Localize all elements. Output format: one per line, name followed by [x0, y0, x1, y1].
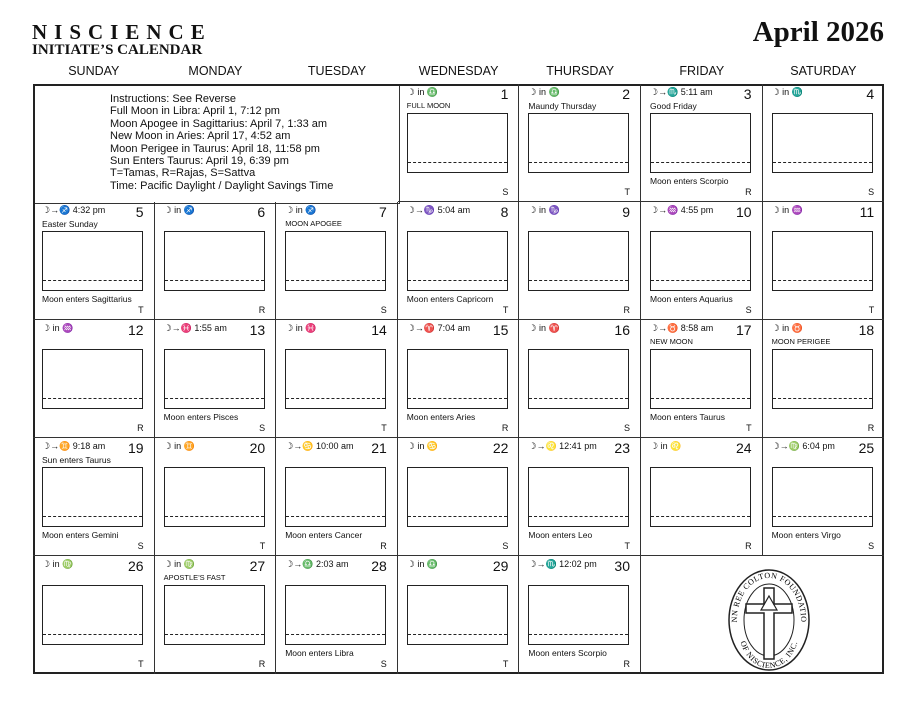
- moon-sign: ☽ in ♈: [528, 323, 560, 333]
- notes-box[interactable]: [407, 467, 508, 527]
- notes-box[interactable]: [164, 467, 265, 527]
- day-event: Good Friday: [650, 101, 697, 111]
- guna-letter: T: [138, 305, 144, 315]
- notes-box[interactable]: [407, 349, 508, 409]
- notes-box[interactable]: [528, 585, 629, 645]
- day-cell[interactable]: [398, 202, 520, 320]
- instruction-line: Full Moon in Libra: April 1, 7:12 pm: [110, 105, 280, 118]
- svg-text:OF NISCIENCE, INC.: OF NISCIENCE, INC.: [738, 639, 800, 671]
- dashed-divider: [286, 634, 385, 635]
- day-cell[interactable]: [276, 556, 398, 674]
- guna-letter: R: [745, 187, 752, 197]
- notes-box[interactable]: [285, 231, 386, 291]
- dashed-divider: [408, 162, 507, 163]
- dashed-divider: [529, 634, 628, 635]
- day-cell[interactable]: [33, 556, 155, 674]
- guna-letter: S: [623, 423, 630, 433]
- moon-transit-note: Moon enters Capricorn: [406, 294, 494, 304]
- day-number: 28: [371, 558, 387, 574]
- moon-transit-note: Moon enters Cancer: [285, 530, 363, 540]
- day-number: 9: [622, 204, 630, 220]
- instruction-line: Sun Enters Taurus: April 19, 6:39 pm: [110, 155, 289, 167]
- dashed-divider: [773, 516, 872, 517]
- dashed-divider: [43, 634, 142, 635]
- moon-sign: ☽ in ♓: [285, 323, 317, 333]
- day-number: 25: [858, 440, 875, 456]
- moon-sign: ☽ in ♋: [406, 441, 439, 451]
- moon-transit-note: Moon enters Aries: [406, 412, 476, 422]
- weekday-header: MONDAY: [188, 64, 243, 78]
- notes-box[interactable]: [650, 113, 751, 173]
- moon-transit-note: Moon enters Scorpio: [528, 648, 607, 658]
- guna-letter: T: [381, 423, 387, 433]
- day-number: 17: [736, 322, 752, 338]
- calendar-grid: [33, 84, 884, 674]
- moon-sign: ☽ in ♎: [528, 87, 560, 97]
- day-number: 3: [743, 86, 752, 102]
- day-number: 20: [249, 440, 266, 456]
- day-cell[interactable]: [519, 438, 641, 556]
- day-number: 2: [622, 86, 630, 102]
- guna-letter: S: [259, 423, 266, 433]
- day-cell[interactable]: [276, 320, 398, 438]
- day-number: 27: [249, 558, 266, 574]
- dashed-divider: [165, 398, 264, 399]
- dashed-divider: [773, 398, 872, 399]
- guna-letter: T: [746, 423, 752, 433]
- notes-box[interactable]: [772, 349, 873, 409]
- day-number: 12: [128, 322, 144, 338]
- weekday-header: WEDNESDAY: [418, 64, 499, 78]
- dashed-divider: [408, 516, 507, 517]
- brand-subtitle: INITIATE’S CALENDAR: [32, 42, 203, 58]
- day-cell[interactable]: [519, 202, 641, 320]
- dashed-divider: [529, 280, 628, 281]
- day-number: 5: [135, 204, 144, 220]
- moon-transit-note: Moon enters Virgo: [771, 530, 841, 540]
- notes-box[interactable]: [42, 467, 143, 527]
- moon-sign: ☽→♎ 2:03 am: [285, 559, 349, 569]
- notes-box[interactable]: [528, 113, 629, 173]
- day-number: 4: [866, 86, 875, 102]
- day-number: 24: [736, 440, 752, 456]
- day-cell[interactable]: [398, 320, 520, 438]
- day-event: Easter Sunday: [42, 219, 98, 229]
- moon-transit-note: Moon enters Aquarius: [650, 294, 733, 304]
- day-number: 30: [614, 558, 630, 574]
- day-cell[interactable]: [763, 84, 885, 202]
- notes-box[interactable]: [528, 467, 629, 527]
- day-cell[interactable]: [641, 84, 763, 202]
- dashed-divider: [43, 516, 142, 517]
- moon-sign: ☽ in ♍: [163, 559, 195, 569]
- day-cell[interactable]: [763, 438, 885, 556]
- moon-transit-note: Moon enters Leo: [528, 530, 593, 540]
- dashed-divider: [286, 398, 385, 399]
- dashed-divider: [165, 516, 264, 517]
- day-cell[interactable]: [155, 320, 277, 438]
- day-number: 13: [249, 322, 266, 338]
- dashed-divider: [529, 398, 628, 399]
- notes-box[interactable]: [650, 467, 751, 527]
- day-number: 6: [257, 204, 266, 220]
- guna-letter: S: [868, 541, 875, 551]
- moon-sign: ☽→♒ 4:55 pm: [650, 205, 714, 215]
- moon-transit-note: Moon enters Pisces: [163, 412, 239, 422]
- notes-box[interactable]: [285, 349, 386, 409]
- guna-letter: S: [502, 541, 509, 551]
- instruction-line: T=Tamas, R=Rajas, S=Sattva: [110, 167, 256, 180]
- day-cell[interactable]: [155, 556, 277, 674]
- day-cell[interactable]: [33, 202, 155, 320]
- moon-sign: ☽→♌ 12:41 pm: [528, 441, 597, 451]
- instructions-panel: [35, 86, 400, 204]
- moon-sign: ☽ in ♍: [42, 559, 74, 569]
- instruction-line: Moon Perigee in Taurus: April 18, 11:58 pm: [110, 142, 320, 155]
- dashed-divider: [651, 280, 750, 281]
- guna-letter: S: [137, 541, 144, 551]
- day-number: 18: [858, 322, 875, 338]
- weekday-header: SUNDAY: [68, 64, 120, 78]
- guna-letter: R: [623, 305, 630, 315]
- weekday-header: TUESDAY: [307, 64, 367, 78]
- day-number: 14: [371, 322, 387, 338]
- notes-box[interactable]: [772, 113, 873, 173]
- instruction-line: New Moon in Aries: April 17, 4:52 am: [110, 130, 291, 143]
- notes-box[interactable]: [42, 349, 143, 409]
- day-number: 23: [614, 440, 630, 456]
- day-number: 16: [614, 322, 630, 338]
- instruction-line: Instructions: See Reverse: [110, 93, 236, 105]
- day-cell[interactable]: [33, 438, 155, 556]
- weekday-header: THURSDAY: [546, 64, 615, 78]
- day-cell[interactable]: [641, 438, 763, 556]
- guna-letter: T: [624, 187, 630, 197]
- svg-text:ANN REE COLTON FOUNDATION: NN REE COLTON FOUNDATIO: [729, 570, 809, 623]
- dashed-divider: [529, 516, 628, 517]
- day-event: FULL MOON: [406, 101, 451, 110]
- moon-sign: ☽→♈ 7:04 am: [406, 323, 471, 333]
- notes-box[interactable]: [650, 349, 751, 409]
- weekday-header: FRIDAY: [679, 64, 725, 78]
- notes-box[interactable]: [42, 231, 143, 291]
- dashed-divider: [286, 516, 385, 517]
- dashed-divider: [651, 516, 750, 517]
- guna-letter: T: [868, 305, 875, 315]
- dashed-divider: [651, 162, 750, 163]
- day-event: Sun enters Taurus: [42, 455, 111, 465]
- dashed-divider: [408, 398, 507, 399]
- guna-letter: R: [867, 423, 875, 433]
- guna-letter: T: [502, 305, 509, 315]
- moon-sign: ☽→♏ 5:11 am: [650, 87, 713, 97]
- guna-letter: S: [380, 659, 387, 669]
- day-cell[interactable]: [276, 202, 398, 320]
- notes-box[interactable]: [407, 231, 508, 291]
- day-number: 8: [500, 204, 509, 220]
- guna-letter: T: [259, 541, 266, 551]
- day-cell[interactable]: [155, 438, 277, 556]
- day-cell[interactable]: [276, 438, 398, 556]
- day-event: MOON PERIGEE: [771, 337, 831, 346]
- dashed-divider: [529, 162, 628, 163]
- day-cell[interactable]: [519, 556, 641, 674]
- day-cell[interactable]: [398, 438, 520, 556]
- weekday-header: SATURDAY: [790, 64, 857, 78]
- moon-sign: ☽ in ♎: [406, 87, 439, 97]
- notes-box[interactable]: [407, 113, 508, 173]
- day-cell[interactable]: [519, 320, 641, 438]
- moon-sign: ☽→♑ 5:04 am: [406, 205, 471, 215]
- dashed-divider: [773, 162, 872, 163]
- day-cell[interactable]: [155, 202, 277, 320]
- day-number: 15: [492, 322, 509, 338]
- moon-sign: ☽ in ♌: [650, 441, 682, 451]
- moon-sign: ☽ in ♏: [771, 87, 803, 97]
- moon-sign: ☽ in ♒: [42, 323, 74, 333]
- day-cell[interactable]: [33, 320, 155, 438]
- day-cell[interactable]: [641, 320, 763, 438]
- moon-transit-note: Moon enters Gemini: [42, 530, 119, 540]
- moon-sign: ☽→♉ 8:58 am: [650, 323, 714, 333]
- notes-box[interactable]: [164, 349, 265, 409]
- day-cell[interactable]: [763, 320, 885, 438]
- day-event: APOSTLE'S FAST: [163, 573, 226, 582]
- notes-box[interactable]: [42, 585, 143, 645]
- notes-box[interactable]: [650, 231, 751, 291]
- guna-letter: R: [380, 541, 387, 551]
- dashed-divider: [408, 634, 507, 635]
- guna-letter: R: [745, 541, 752, 551]
- guna-letter: S: [868, 187, 875, 197]
- notes-box[interactable]: [285, 585, 386, 645]
- notes-box[interactable]: [164, 585, 265, 645]
- guna-letter: S: [380, 305, 387, 315]
- day-number: 19: [128, 440, 144, 456]
- moon-sign: ☽→♊ 9:18 am: [42, 441, 106, 451]
- day-event: Maundy Thursday: [528, 101, 597, 111]
- notes-box[interactable]: [528, 349, 629, 409]
- day-cell[interactable]: [398, 84, 520, 202]
- guna-letter: R: [258, 659, 266, 669]
- moon-transit-note: Moon enters Scorpio: [650, 176, 729, 186]
- notes-box[interactable]: [407, 585, 508, 645]
- guna-letter: S: [745, 305, 752, 315]
- foundation-logo: [643, 558, 884, 676]
- day-number: 26: [128, 558, 144, 574]
- guna-letter: R: [258, 305, 266, 315]
- day-event: MOON APOGEE: [285, 219, 342, 228]
- dashed-divider: [165, 280, 264, 281]
- instruction-line: Moon Apogee in Sagittarius: April 7, 1:33 am: [110, 117, 328, 130]
- dashed-divider: [43, 280, 142, 281]
- guna-letter: R: [137, 423, 144, 433]
- guna-letter: T: [624, 541, 630, 551]
- guna-letter: T: [502, 659, 509, 669]
- dashed-divider: [165, 634, 264, 635]
- guna-letter: T: [138, 659, 144, 669]
- day-event: NEW MOON: [650, 337, 693, 346]
- moon-transit-note: Moon enters Taurus: [650, 412, 725, 422]
- moon-sign: ☽ in ♐: [163, 205, 195, 215]
- day-number: 7: [378, 204, 387, 220]
- moon-transit-note: Moon enters Sagittarius: [42, 294, 132, 304]
- day-number: 1: [500, 86, 509, 102]
- moon-sign: ☽ in ♉: [771, 323, 803, 333]
- moon-sign: ☽→♋ 10:00 am: [285, 441, 354, 451]
- moon-sign: ☽→♍ 6:04 pm: [771, 441, 835, 451]
- moon-sign: ☽ in ♊: [163, 441, 195, 451]
- moon-sign: ☽→♓ 1:55 am: [163, 323, 227, 333]
- brand-title: NISCIENCE: [32, 20, 212, 44]
- notes-box[interactable]: [285, 467, 386, 527]
- day-cell[interactable]: [519, 84, 641, 202]
- moon-transit-note: Moon enters Libra: [285, 648, 354, 658]
- moon-sign: ☽→♏ 12:02 pm: [528, 559, 597, 569]
- day-number: 11: [859, 204, 875, 220]
- month-title: April 2026: [752, 16, 884, 48]
- day-cell[interactable]: [641, 202, 763, 320]
- guna-letter: R: [623, 659, 630, 669]
- notes-box[interactable]: [528, 231, 629, 291]
- moon-sign: ☽ in ♒: [771, 205, 803, 215]
- day-number: 21: [371, 440, 387, 456]
- moon-sign: ☽ in ♑: [528, 205, 560, 215]
- notes-box[interactable]: [164, 231, 265, 291]
- dashed-divider: [43, 398, 142, 399]
- instruction-line: Time: Pacific Daylight / Daylight Savings Time: [110, 179, 334, 192]
- dashed-divider: [408, 280, 507, 281]
- dashed-divider: [286, 280, 385, 281]
- dashed-divider: [773, 280, 872, 281]
- moon-sign: ☽→♐ 4:32 pm: [42, 205, 106, 215]
- day-cell[interactable]: [763, 202, 885, 320]
- day-number: 10: [736, 204, 752, 220]
- day-cell[interactable]: [398, 556, 520, 674]
- moon-sign: ☽ in ♐: [285, 205, 317, 215]
- notes-box[interactable]: [772, 467, 873, 527]
- day-number: 22: [492, 440, 509, 456]
- dashed-divider: [651, 398, 750, 399]
- notes-box[interactable]: [772, 231, 873, 291]
- day-number: 29: [492, 558, 509, 574]
- moon-sign: ☽ in ♎: [406, 559, 439, 569]
- guna-letter: S: [502, 187, 509, 197]
- guna-letter: R: [501, 423, 509, 433]
